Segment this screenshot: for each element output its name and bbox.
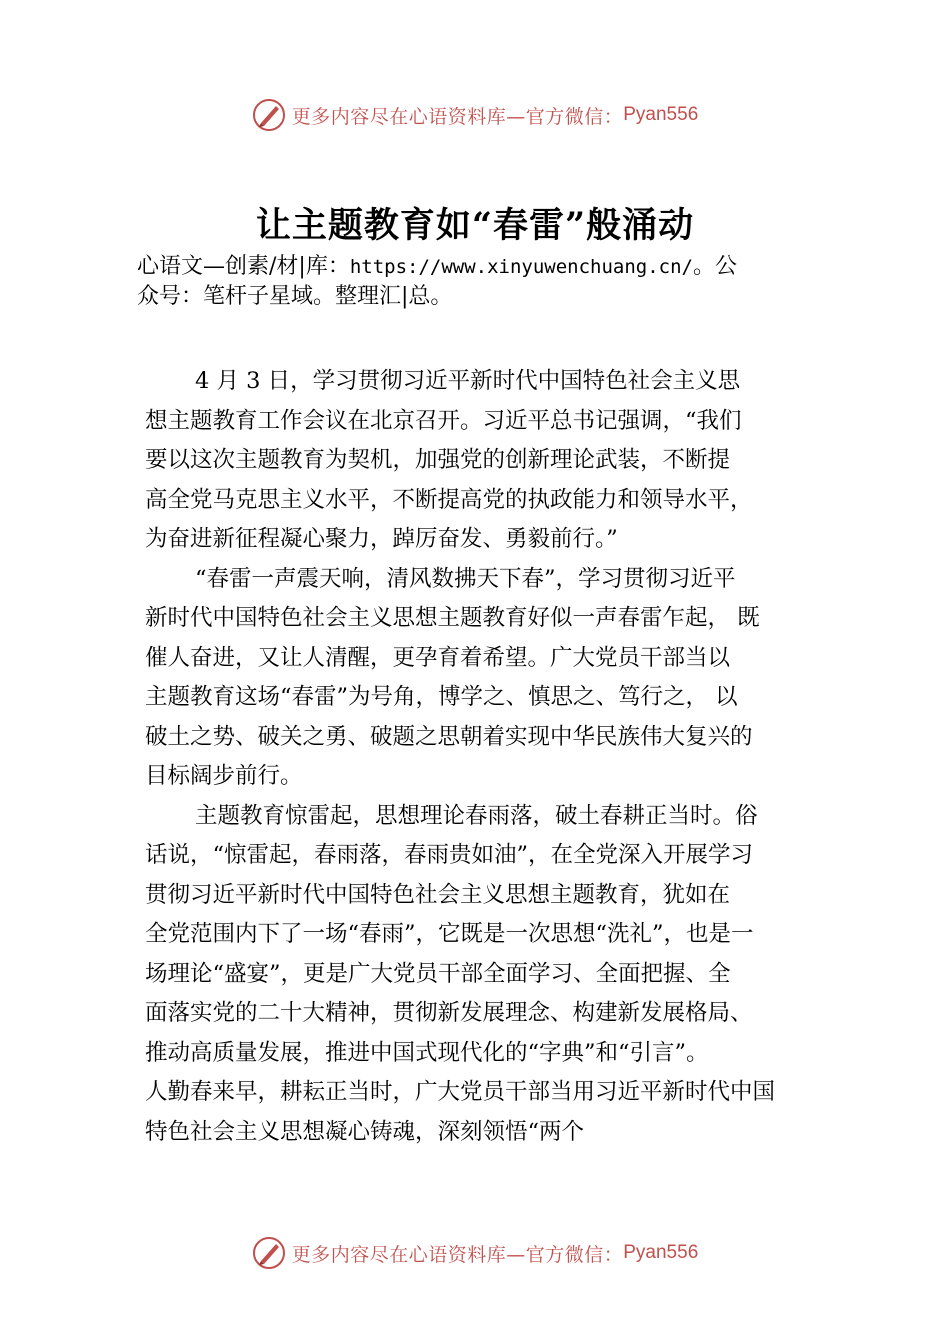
paragraph-line: 场理论“盛宴”，更是广大党员干部全面学习、全面把握、全 (145, 960, 731, 987)
paragraph-line: 人勤春来早，耕耘正当时，广大党员干部当用习近平新时代中国 (145, 1079, 776, 1105)
paragraph-line: 面落实党的二十大精神，贯彻新发展理念、构建新发展格局、 (145, 1000, 753, 1026)
paragraph-2 (145, 560, 820, 797)
article-title: 让主题教育如“春雷”般涌动 (255, 205, 695, 246)
footer-banner-wechat: Pyan556 (623, 1242, 699, 1263)
paragraph-line: 话说，“惊雷起，春雨落，春雨贵如油”，在全党深入开展学习 (145, 842, 754, 868)
paragraph-3 (145, 797, 820, 1153)
paragraph-line: 目标阔步前行。 (145, 763, 303, 789)
paragraph-line: 主题教育惊雷起，思想理论春雨落，破土春耕正当时。俗 (195, 802, 758, 829)
pen-logo-icon (252, 1236, 286, 1270)
source-suffix: 。公 (693, 254, 738, 279)
source-line-2: 众号：笔杆子星域。整理汇|总。 (137, 284, 453, 309)
paragraph-line: “春雷一声震天响，清风数拂天下春”，学习贯彻习近平 (195, 565, 736, 592)
source-prefix: 心语文—创素/材|库： (137, 254, 350, 279)
paragraph-1 (145, 362, 820, 560)
paragraph-line: 想主题教育工作会议在北京召开。习近平总书记强调，“我们 (145, 407, 742, 434)
paragraph-line: 高全党马克思主义水平，不断提高党的执政能力和领导水平， (145, 486, 753, 513)
pen-logo-icon (252, 98, 286, 132)
paragraph-line: 主题教育这场“春雷”为号角，博学之、慎思之、笃行之， 以 (145, 684, 738, 710)
source-line (137, 252, 827, 311)
header-banner-text: 更多内容尽在心语资料库—官方微信： (291, 105, 624, 128)
paragraph-line: 4 月 3 日，学习贯彻习近平新时代中国特色社会主义思 (195, 368, 741, 394)
paragraph-line: 破土之势、破关之勇、破题之思朝着实现中华民族伟大复兴的 (145, 723, 753, 750)
paragraph-line: 要以这次主题教育为契机，加强党的创新理论武装，不断提 (145, 447, 731, 473)
paragraph-line: 贯彻习近平新时代中国特色社会主义思想主题教育，犹如在 (145, 881, 731, 908)
paragraph-line: 为奋进新征程凝心聚力，踔厉奋发、勇毅前行。” (145, 526, 618, 552)
source-url: https://www.xinyuwenchuang.cn/ (349, 256, 693, 278)
footer-banner (0, 1233, 950, 1273)
paragraph-line: 推动高质量发展，推进中国式现代化的“字典”和“引言”。 (145, 1039, 709, 1066)
paragraph-line: 新时代中国特色社会主义思想主题教育好似一声春雷乍起， 既 (145, 605, 760, 631)
header-banner-wechat: Pyan556 (623, 104, 699, 125)
paragraph-line: 催人奋进，又让人清醒，更孕育着希望。广大党员干部当以 (145, 644, 731, 671)
article-body (145, 362, 820, 1152)
header-banner (0, 95, 950, 135)
paragraph-line: 全党范围内下了一场“春雨”，它既是一次思想“洗礼”，也是一 (145, 921, 754, 947)
footer-banner-text: 更多内容尽在心语资料库—官方微信： (291, 1243, 624, 1266)
paragraph-line: 特色社会主义思想凝心铸魂，深刻领悟“两个 (145, 1118, 585, 1145)
